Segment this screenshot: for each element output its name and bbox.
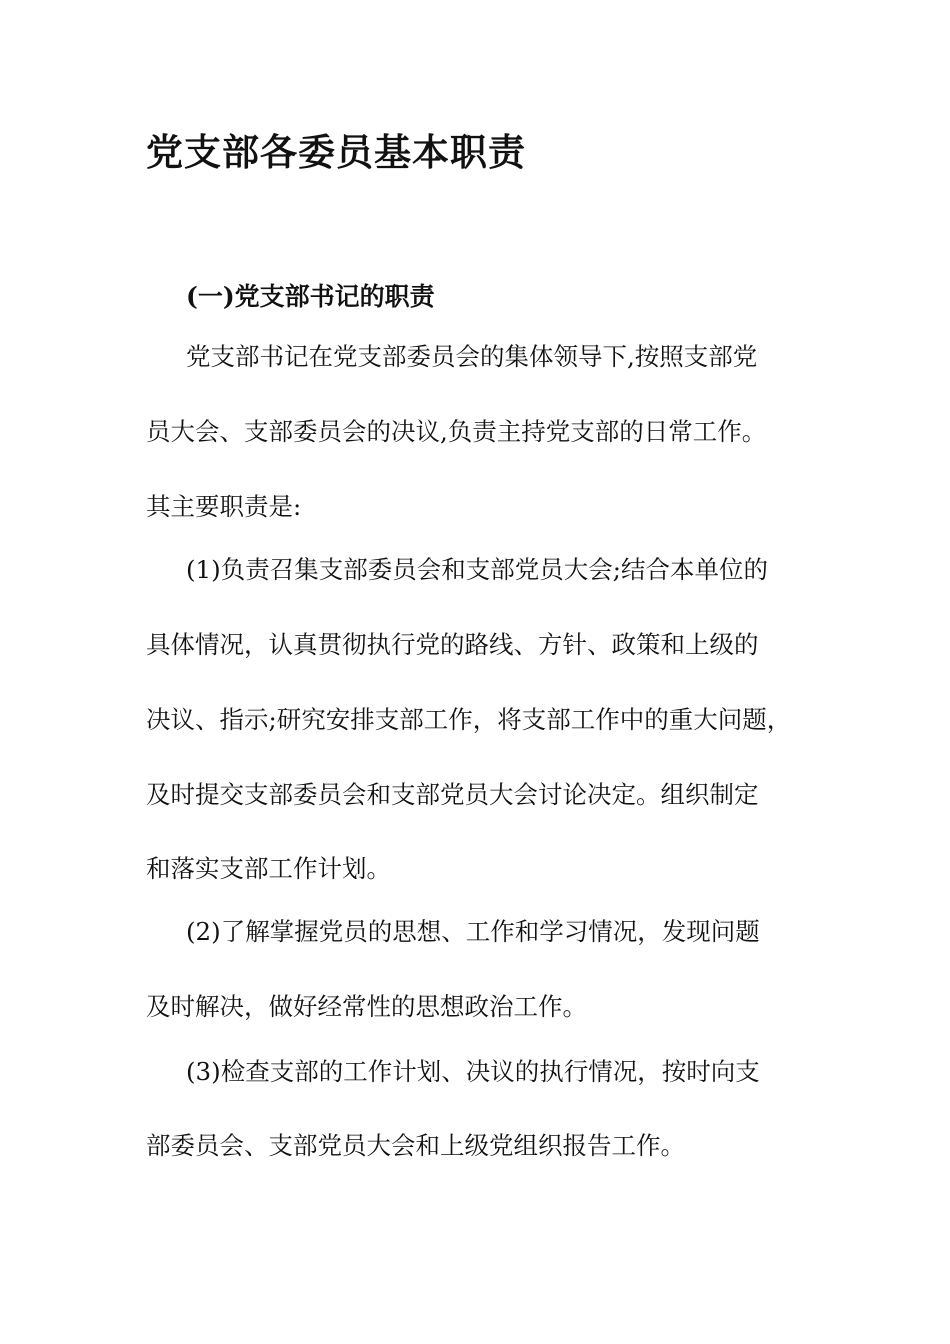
paragraph-line: 部委员会、支部党员大会和上级党组织报告工作。 — [146, 1131, 685, 1160]
paragraph-line: (2)了解掌握党员的思想、工作和学习情况，发现问题 — [186, 917, 760, 946]
paragraph-line: 党支部书记在党支部委员会的集体领导下,按照支部党 — [186, 342, 758, 371]
paragraph-line: 决议、指示;研究安排支部工作，将支部工作中的重大问题， — [146, 705, 792, 734]
section-heading: (一)党支部书记的职责 — [186, 282, 435, 311]
paragraph-line: 及时提交支部委员会和支部党员大会讨论决定。组织制定 — [146, 780, 759, 809]
paragraph-line: (3)检查支部的工作计划、决议的执行情况，按时向支 — [186, 1057, 760, 1086]
paragraph-line: 具体情况，认真贯彻执行党的路线、方针、政策和上级的 — [146, 630, 759, 659]
paragraph-line: 其主要职责是: — [146, 492, 302, 521]
paragraph-line: 员大会、支部委员会的决议,负责主持党支部的日常工作。 — [146, 417, 767, 446]
paragraph-line: 和落实支部工作计划。 — [146, 854, 391, 883]
paragraph-line: 及时解决，做好经常性的思想政治工作。 — [146, 992, 587, 1021]
document-title: 党支部各委员基本职责 — [146, 130, 526, 174]
paragraph-line: (1)负责召集支部委员会和支部党员大会;结合本单位的 — [186, 555, 768, 584]
